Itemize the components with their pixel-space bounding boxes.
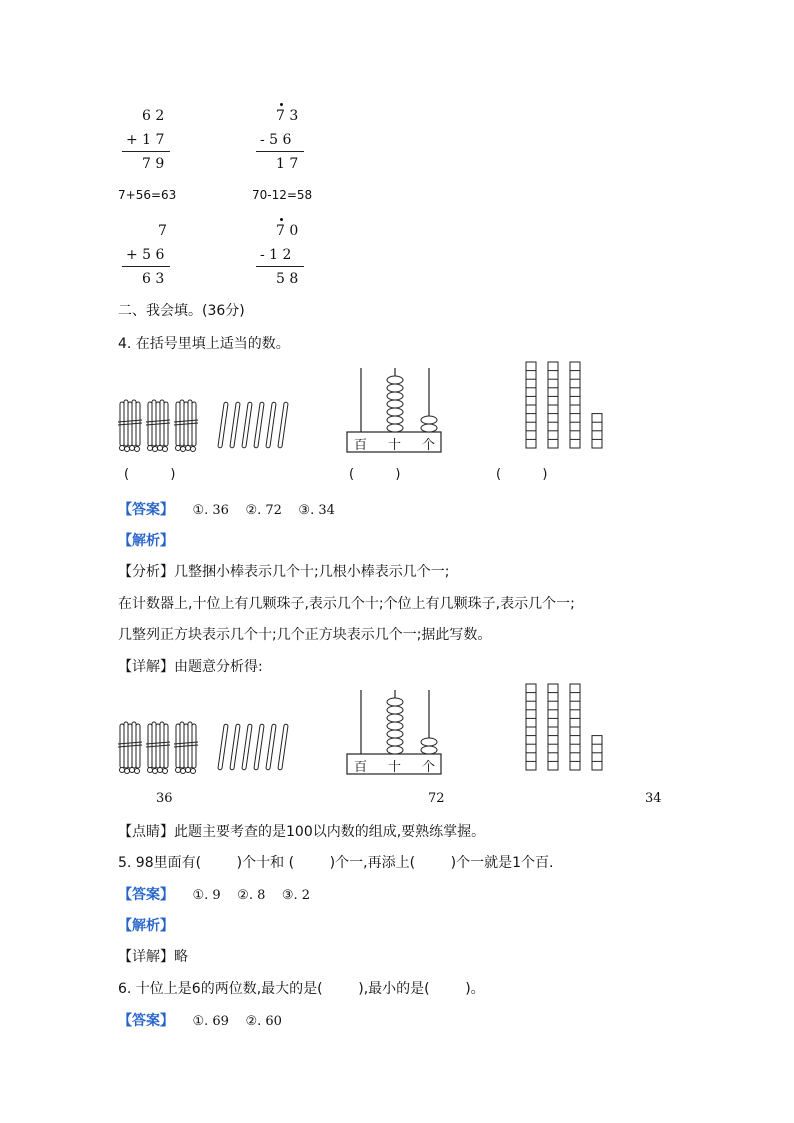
bundles-figure-2 (118, 720, 288, 776)
q4-paren-1: ( ) (124, 467, 176, 482)
abacus1-label-tens: 十 (388, 438, 402, 453)
q6-question: 6. 十位上是6的两位数,最大的是( ),最小的是( )。 (118, 981, 485, 997)
abacus2-label-tens: 十 (388, 760, 402, 775)
fenxi-tag: 【分析】 (118, 564, 174, 580)
calc-b2-line (256, 266, 304, 267)
abacus1-label-ones: 个 (422, 438, 436, 453)
calc-a2-mid: - 5 6 (260, 132, 292, 148)
carry-dot-2 (280, 218, 283, 221)
answer-text: ①. 69 ②. 60 (192, 1014, 282, 1029)
abacus1-label-hundreds: 百 (354, 438, 368, 453)
blocks-figure-2 (526, 684, 606, 772)
xiangjie-tag: 【详解】 (118, 949, 174, 965)
q6-answer-line (118, 1010, 282, 1030)
dianjing-text: 此题主要考查的是100以内数的组成,要熟练掌握。 (174, 824, 486, 840)
answer-text: ①. 36 ②. 72 ③. 34 (192, 503, 335, 518)
calc-a1-line (122, 151, 170, 152)
calc-a1-top: 6 2 (142, 108, 165, 124)
abacus2-label-ones: 个 (422, 760, 436, 775)
q5-question: 5. 98里面有( )个十和 ( )个一,再添上( )个一就是1个百. (118, 855, 554, 871)
q4-answer-line (118, 499, 335, 519)
answer-tag: 【答案】 (118, 502, 174, 518)
analysis-tag: 【解析】 (118, 533, 174, 549)
value-34: 34 (645, 791, 662, 806)
calc-b1-res: 6 3 (142, 271, 165, 287)
calc-b2-mid: - 1 2 (260, 247, 292, 263)
calc-a1-res: 7 9 (142, 156, 165, 172)
value-72: 72 (428, 791, 445, 806)
xiangjie-tag: 【详解】 (118, 659, 174, 675)
q4-fenxi-2: 在计数器上,十位上有几颗珠子,表示几个十;个位上有几颗珠子,表示几个一; (118, 596, 575, 612)
calc-a2-res: 1 7 (276, 156, 299, 172)
calc-b1-line (122, 266, 170, 267)
q4-xiangjie (118, 656, 263, 676)
q4-paren-2: ( ) (349, 467, 401, 482)
abacus2-label-hundreds: 百 (354, 760, 368, 775)
calc-a2-line (256, 151, 304, 152)
xiangjie-text: 由题意分析得: (174, 659, 263, 675)
answer-text: ①. 9 ②. 8 ③. 2 (192, 888, 311, 903)
calc-b1-mid: + 5 6 (126, 247, 165, 263)
q5-analysis-heading (118, 915, 174, 935)
section-heading: 二、我会填。(36分) (118, 303, 245, 319)
answer-tag: 【答案】 (118, 887, 174, 903)
q5-xiangjie (118, 946, 188, 966)
q4-fenxi-3: 几整列正方块表示几个十;几个正方块表示几个一;据此写数。 (118, 627, 492, 643)
q4-question: 4. 在括号里填上适当的数。 (118, 336, 290, 352)
q4-paren-3: ( ) (496, 467, 548, 482)
q4-analysis-heading (118, 530, 174, 550)
fenxi-text-1: 几整捆小棒表示几个十;几根小棒表示几个一; (174, 564, 450, 580)
bundles-figure (118, 398, 288, 454)
calc-b2-top: 7 0 (276, 223, 299, 239)
eq2: 70-12=58 (252, 188, 313, 202)
value-36: 36 (156, 791, 173, 806)
dianjing-tag: 【点睛】 (118, 824, 174, 840)
eq1: 7+56=63 (118, 188, 177, 202)
answer-tag: 【答案】 (118, 1013, 174, 1029)
calc-b2-res: 5 8 (276, 271, 299, 287)
analysis-tag: 【解析】 (118, 918, 174, 934)
calc-b1-top: 7 (158, 223, 167, 239)
q4-dianjing (118, 821, 485, 841)
calc-a2-top: 7 3 (276, 108, 299, 124)
carry-dot-1 (280, 103, 283, 106)
q4-fenxi-1 (118, 561, 449, 581)
blocks-figure-1 (526, 362, 606, 450)
xiangjie-text: 略 (174, 949, 188, 965)
calc-a1-mid: + 1 7 (126, 132, 165, 148)
q5-answer-line (118, 884, 310, 904)
